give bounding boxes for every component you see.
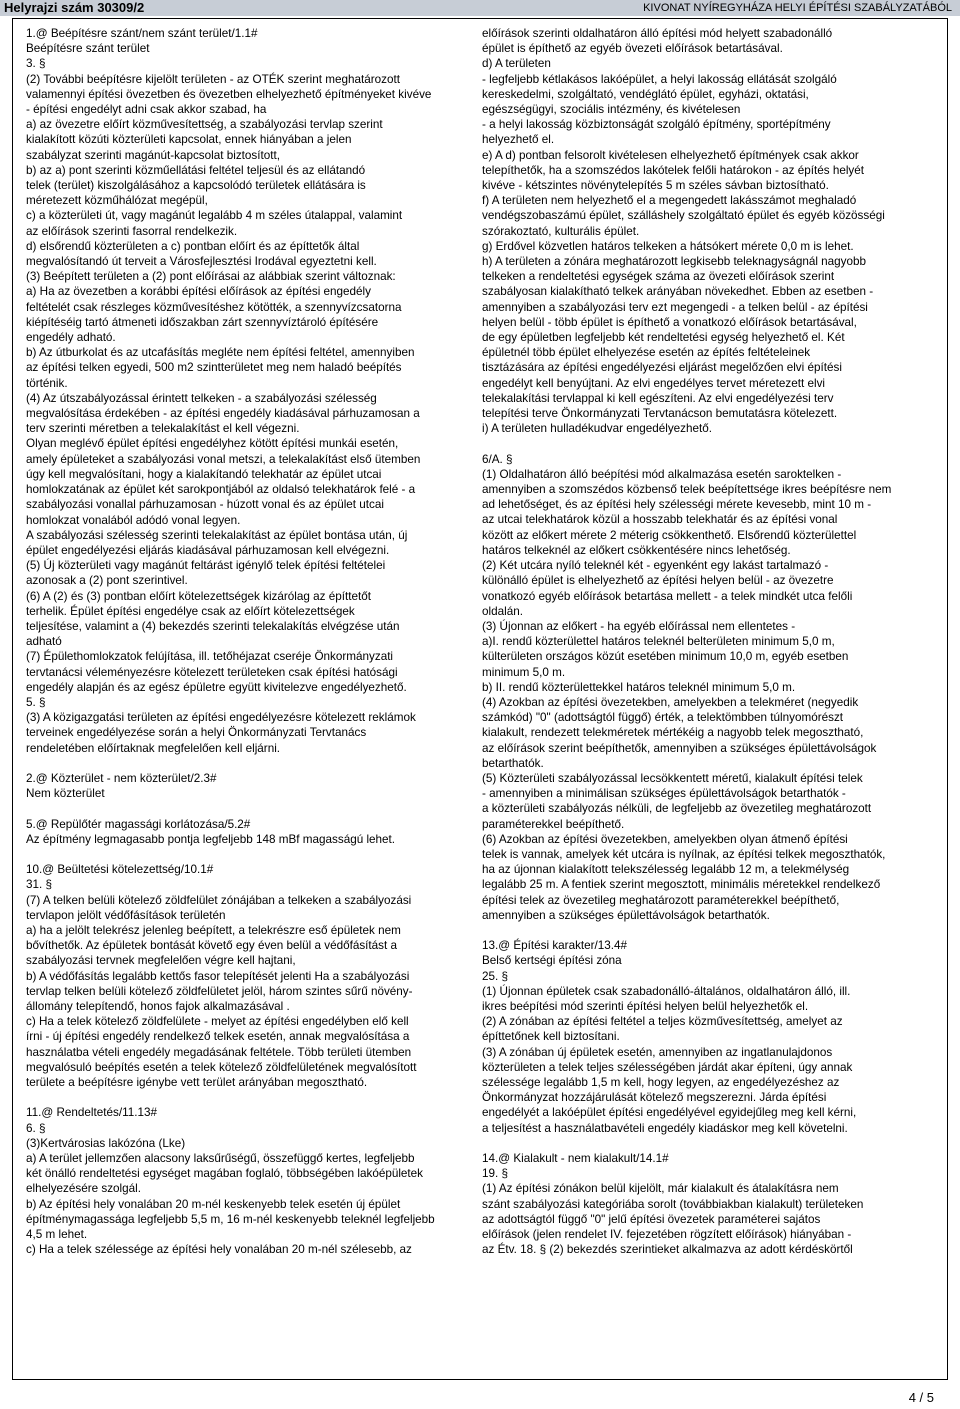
text-line: - a helyi lakosság közbiztonságát szolgáló építmény, sportépítmény [482,118,831,132]
text-line: oldalán. [482,604,523,618]
text-line: (5) Közterületi szabályozással lecsökkentett méretű, kialakult építési telek [482,771,863,785]
text-line: amennyiben a szomszédos közbenső telek beépítettsége ikres beépítésre nem [482,483,892,497]
text-line: amely épületeket a szabályozási vonal metszi, a telekalakítást első ütemben [26,452,421,466]
text-line: telepítési terve Önkormányzati Tervtanácson bemutatásra kötelezett. [482,407,838,421]
text-line: tisztázására az építési engedélyezési eljárást megelőzően elvi építési [482,361,842,375]
text-line: 5. § [26,695,46,709]
text-line: szánt szabályozási kategóriába sorolt (továbbiakban kialakult) területeken [482,1197,864,1211]
text-line: (3)Kertvárosias lakózóna (Lke) [26,1136,186,1150]
text-line: h) A területen a zónára meghatározott legkisebb teleknagyságnál nagyobb [482,255,867,269]
text-line: (3) A közigazgatási területen az építési engedélyezésre kötelezett reklámok [26,711,416,725]
text-line: tervlap telken belüli kötelező zöldfelületet jelöl, három szintes sűrű növény- [26,984,413,998]
text-line: telek (terület) kiszolgálásához a kapcsolódó területek ellátására is [26,179,366,193]
text-line: 4,5 m lehet. [26,1227,88,1241]
text-line: A szabályozási szélesség szerinti telekalakítást az épület bontása után, új [26,528,408,542]
document-title: Helyrajzi szám 30309/2 [4,0,145,15]
text-line: 5.@ Repülőtér magassági korlátozása/5.2# [26,817,251,831]
text-line: paraméterekkel beépíthető. [482,817,625,831]
text-line: ikres beépítési mód szerinti építési helyen belül helyezhetők el. [482,999,809,1013]
text-line: megvalósítandó út terveit a Városfejlesztési Irodával egyeztetni kell. [26,255,377,269]
text-line: ad lehetőséget, és az építési hely szélességi mérete kevesebb, mint 10 m - [482,498,872,512]
text-line: c) a közterületi út, vagy magánút legalább 4 m széles útalappal, valamint [26,209,403,223]
text-line: ha az újonnan kialakított telekszélesség legalább 12 m, a telekmélység [482,863,850,877]
text-line: (1) Az építési zónákon belül kijelölt, már kialakult és átalakításra nem [482,1182,839,1196]
text-line: úgy kell megvalósítani, hogy a kialakítandó telekhatár az épület utcai [26,467,382,481]
text-line [482,436,926,451]
text-line [26,801,470,816]
text-line: b) az a) pont szerinti közműellátási feltétel teljesül és az ellátandó [26,163,366,177]
left-column [26,26,470,1257]
text-line: kiépítéséig tartó átmeneti időszakban zárt szennyvíztároló építésére [26,315,379,329]
text-line: minimum 5,0 m. [482,665,566,679]
text-line: 1.@ Beépítésre szánt/nem szánt terület/1.1# [26,27,258,40]
text-line: - amennyiben a minimálisan szükséges épülettávolságok betarthatók - [482,787,846,801]
text-line: (2) A zónában az építési feltétel a teljes közművesítettség, amelyet az [482,1015,843,1029]
text-line: helyen belül - több épület is építhető a vonatkozó előírások betartásával, [482,315,857,329]
text-line: (7) Épülethomlokzatok felújítása, ill. tetőhéjazat cseréje Önkormányzati [26,650,394,664]
text-line: b) Az építési hely vonalában 20 m-nél keskenyebb telek esetén új épület [26,1197,401,1211]
text-line: terv szerinti méretben a telekalakítást el kell végezni. [26,422,300,436]
text-line: épület is építhető az egyéb övezeti előírások betartásával. [482,42,783,56]
text-line: Önkormányzat hozzájárulását kötelező megszerezni. Járda építési [482,1091,827,1105]
text-line: f) A területen nem helyezhető el a megengedett lakásszámot meghaladó [482,194,857,208]
text-line: kereskedelmi, szolgáltató, vendéglátó épület, egyházi, oktatási, [482,87,809,101]
text-line: c) Ha a telek szélessége az építési hely vonalában 20 m-nél szélesebb, az [26,1243,412,1257]
text-line: engedély adható. [26,331,116,345]
text-line: amennyiben a szükséges épülettávolságok betarthatók. [482,908,770,922]
page-header [0,0,960,16]
text-line: külterületen országos közút esetében minimum 10,0 m, egyéb esetben [482,650,849,664]
text-line: szabályozási vonallal párhuzamosan - húzott vonal és az épület utcai [26,498,384,512]
text-line: az előírások szerint beépíthetők, amennyiben a szükséges épülettávolságok [482,741,877,755]
text-line [26,756,470,771]
text-line: (3) Újonnan az előkert - ha egyéb előírással nem ellentetes - [482,619,796,633]
text-line: engedély alapján és az egész épületre együtt kivitelezve engedélyezhető. [26,680,407,694]
text-line: egészségügyi, szociális intézmény, és kivételesen [482,103,741,117]
text-line: előírások szerinti oldalhatáron álló építési mód helyett szabadonálló [482,27,833,40]
text-line: számkód) "0" (adottságtól függő) érték, a telektömbben túlnyomórészt [482,711,844,725]
text-line: között az előkert mérete 2 méterig csökkenthető. Elsőrendű közterülettel [482,528,857,542]
text-line: engedélyt kell benyújtani. Az elvi engedélyes tervet méretezett elvi [482,376,826,390]
text-line: 19. § [482,1167,508,1181]
text-line: 10.@ Beültetési kötelezettség/10.1# [26,863,214,877]
text-line: előírások (jelen rendelet IV. fejezetében rögzített előírások) hiányában - [482,1228,852,1241]
text-line: építtetőnek kell biztosítani. [482,1030,620,1044]
text-line: a) A terület jellemzően alacsony laksűrűségű, összefüggő kertes, legfeljebb [26,1151,415,1165]
text-line: 31. § [26,878,52,892]
text-line: (1) Oldalhatáron álló beépítési mód alkalmazása esetén saroktelken - [482,467,842,481]
text-line: azonosak a (2) pont szerintivel. [26,574,188,588]
text-line: állomány telepítendő, honos fajok alkalmazásával . [26,999,290,1013]
text-line: 11.@ Rendeltetés/11.13# [26,1106,157,1120]
text-line: szabályzat szerinti magánút-kapcsolat biztosított, [26,148,280,162]
document-name: KIVONAT NYÍREGYHÁZA HELYI ÉPÍTÉSI SZABÁLYZATÁBÓL [643,2,952,14]
text-line [26,847,470,862]
text-line: elhelyezésére szolgál. [26,1182,141,1196]
text-line: Nem közterület [26,787,105,801]
text-line: 6. § [26,1121,46,1135]
text-line: terveinek engedélyezése során a helyi Önkormányzati Tervtanács [26,726,367,740]
right-column [482,26,926,1257]
text-line: szórakoztató, kulturális épület. [482,224,640,238]
text-line: Olyan meglévő épület építési engedélyhez kötött építési munkái esetén, [26,437,399,451]
text-line: szabályozási tervnek megfelelően végre kell hajtani, [26,954,296,968]
text-line: a)I. rendű közterülettel határos teleknél belterületen minimum 5,0 m, [482,635,835,649]
text-line: (4) Az útszabályozással érintett telkeken - a szabályozási szélesség [26,391,377,405]
text-line: tervlapon jelölt védőfásítások területén [26,908,226,922]
text-line: használatba vételi engedély megadásának feltétele. Több területi ütemben [26,1045,412,1059]
text-line: (1) Újonnan épületek csak szabadonálló-általános, oldalhatáron álló, ill. [482,984,851,998]
text-line: valamennyi építési övezetben és övezetben elhelyezhető építményeket kivéve [26,87,432,101]
text-line: homlokzat vonalából adódó vonal legyen. [26,513,241,527]
text-line: e) A d) pontban felsorolt kivételesen elhelyezhető építmények csak akkor [482,148,859,162]
text-line: a) Ha az övezetben a korábbi építési előírások az építési engedély [26,285,371,299]
text-line: adható [26,635,62,649]
text-line: - legfeljebb kétlakásos lakóépület, a helyi lakosság ellátását szolgáló [482,72,837,86]
text-line: épületnél több épület elhelyezése esetén az építés feltételeinek [482,346,811,360]
text-line: teljesítése, valamint a (4) bekezdés szerinti telekalakítás elvégzése után [26,619,400,633]
text-line: (2) További beépítésre kijelölt területen - az OTÉK szerint meghatározott [26,72,400,86]
text-line: kialakított közúti közterületi kapcsolat, ennek hiányában a jelen [26,133,352,147]
text-line: amennyiben a szabályozási terv ezt megengedi - a telken belül - az építési [482,300,868,314]
text-line: d) elsőrendű közterületen a c) pontban előírt és az építtetők által [26,239,360,253]
page-number: 4 / 5 [908,1390,934,1405]
text-line: a) ha a jelölt telekrész jelenleg beépített, a telekrészre eső épületek nem [26,923,401,937]
text-line: (2) Két utcára nyíló teleknél két - egyenként egy lakást tartalmazó - [482,559,829,573]
text-line: vendégszobaszámú épület, szálláshely szolgáltató épület és egyéb közösségi [482,209,885,223]
text-line: (6) Azokban az építési övezetekben, amelyekben olyan átmenő építési [482,832,848,846]
text-line: különálló épület is elhelyezhető az építési helyen belül - az övezetre [482,574,834,588]
text-line [482,1136,926,1151]
text-line: 2.@ Közterület - nem közterület/2.3# [26,771,217,785]
text-line: határos telkeknél az előkert csökkentésére nincs lehetőség. [482,543,791,557]
text-line: vonatkozó egyéb előírások betartása mellett - a telek mindkét utca felőli [482,589,853,603]
text-line: az adottságtól függő "0" jelű építési övezetek paraméterei sajátos [482,1212,821,1226]
text-line: (5) Új közterületi vagy magánút feltárást igénylő telek építési feltételei [26,559,386,573]
text-line: írni - új építési engedély rendelkező telkek esetén, annak megvalósítása a [26,1030,410,1044]
text-line: (3) A zónában új épületek esetén, amennyiben az ingatlanulajdonos [482,1045,833,1059]
text-line: betarthatók. [482,756,544,770]
text-line: telepíthetők, ha a szomszédos lakótelek felőli határokon - az építés helyét [482,163,865,177]
text-line: két önálló rendeltetési egységet magában foglaló, többségében lakóépületek [26,1167,424,1181]
text-line: kivéve - kétszintes növénytelepítés 5 m széles sávban biztosítható. [482,179,829,193]
text-line: (3) Beépített területen a (2) pont előírásai az alábbiak szerint változnak: [26,270,396,284]
text-line: megvalósítása érdekében - az építési engedély kiadásával párhuzamosan a [26,407,420,421]
text-line: legalább 25 m. A fentiek szerint megosztott, minimális méretekkel rendelkező [482,878,881,892]
text-line [26,1090,470,1105]
text-line: építési telek az övezetileg meghatározott paraméterekkel beépíthető, [482,893,840,907]
text-line: történik. [26,376,68,390]
text-line: a) az övezetre előírt közművesítettség, a szabályozási tervlap szerint [26,118,383,132]
text-line: b) A védőfásítás legalább kettős fasor telepítését jelenti Ha a szabályozási [26,969,410,983]
text-line: építménymagassága legfeljebb 5,5 m, 16 m-nél keskenyebb teleknél legfeljebb [26,1212,435,1226]
text-line: - építési engedélyt adni csak akkor szabad, ha [26,103,267,117]
text-line: g) Erdővel közvetlen határos telkeken a hátsókert mérete 0,0 m is lehet. [482,239,854,253]
text-line: az építési telken egyedi, 500 m2 szintterületet meg nem haladó beépítés [26,361,402,375]
text-line: épület engedélyezési eljárás kiadásával párhuzamosan kell elvégezni. [26,543,390,557]
text-line: telek is vannak, amelyek két utcára is nyílnak, az építési telkek megoszthatók, [482,847,886,861]
text-line: 25. § [482,969,508,983]
text-line: d) A területen [482,57,551,71]
text-line: a közterületi szabályozás nélküli, de legfeljebb az övezetileg meghatározott [482,802,872,816]
text-line: szabályosan kialakítható telkek arányában növekedhet. Ebben az esetben - [482,285,874,299]
text-line: szélessége legalább 1,5 m kell, hogy legyen, az engedélyezéshez az [482,1075,840,1089]
text-line: (7) A telken belüli kötelező zöldfelület zónájában a telkeken a szabályozási [26,893,412,907]
text-line: rendeletében előírtaknak megfelelően kell eljárni. [26,741,281,755]
text-line: engedélyét a lakóépület építési engedélyével egyidejűleg meg kell kérni, [482,1106,857,1120]
text-line: c) Ha a telek kötelező zöldfelülete - melyet az építési engedélyben elő kell [26,1015,409,1029]
text-line: b) Az útburkolat és az utcafásítás megléte nem építési feltétel, amennyiben [26,346,415,360]
text-line: az Étv. 18. § (2) bekezdés szerintieket alkalmazva az adott kérdéskörtől [482,1243,853,1257]
text-line: közterületen a telek teljes szélességében járdát akar építeni, úgy annak [482,1060,853,1074]
text-line: területe a beépítésre igénybe vett terület arányában megosztható. [26,1075,368,1089]
text-line: Az építmény legmagasabb pontja legfeljebb 148 mBf magasságú lehet. [26,832,396,846]
text-line: homlokzatának az épület két sarokpontjából az oldalsó telekhatárok felé - a [26,483,416,497]
text-line: telekalakítási tervlappal ki kell egészíteni. Az elvi engedélyezési terv [482,391,834,405]
text-line: kialakult, rendezett telekméretek mértékéig a nagyobb telek megosztható, [482,726,864,740]
text-line: megvalósuló beépítés esetén a telek kötelező zöldfelületének megvalósított [26,1060,417,1074]
text-line: Beépítésre szánt terület [26,42,150,56]
text-line: helyezhető el. [482,133,555,147]
text-line: tervtanácsi véleményezésre kötelezett területeken csak építési hatósági [26,665,398,679]
text-line: (4) Azokban az építési övezetekben, amelyekben a telekméret (negyedik [482,695,859,709]
text-line: (6) A (2) és (3) pontban előírt kötelezettségek kizárólag az építtetőt [26,589,371,603]
text-line: telkeken a rendeltetési egységek száma az övezeti előírások szerint [482,270,835,284]
text-line: feltételét csak részleges közművesítéshez kötötték, a szennyvízcsatorna [26,300,402,314]
text-line: Belső kertségi építési zóna [482,954,622,968]
text-line: a teljesítést a használatbavételi engedély kiadáskor meg kell követelni. [482,1121,848,1135]
text-line: b) II. rendű közterülettekkel határos teleknél minimum 5,0 m. [482,680,796,694]
text-line: terhelik. Épület építési engedélye csak az előírt kötelezettségek [26,604,355,618]
text-line: méretezett közműhálózat megépül, [26,194,208,208]
text-line: bővíthetők. Az épületek bontását követő egy éven belül a védőfásítást a [26,939,398,953]
text-line: az utcai telekhatárok közül a hosszabb telekhatár és az építési vonal [482,513,838,527]
text-line: 6/A. § [482,452,513,466]
text-line: 14.@ Kialakult - nem kialakult/14.1# [482,1151,669,1165]
text-line: az előírások szerinti fasorral rendelkezik. [26,224,238,238]
text-line: i) A területen hulladékudvar engedélyezhető. [482,422,713,436]
text-line [482,923,926,938]
text-line: 13.@ Építési karakter/13.4# [482,939,628,953]
text-line: 3. § [26,57,46,71]
text-line: de egy épületben legfeljebb két rendeltetési egység helyezhető el. Két [482,331,845,345]
